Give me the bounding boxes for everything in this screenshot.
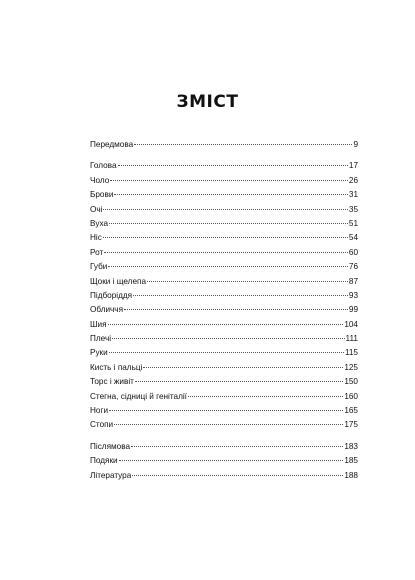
dot-leader [110, 180, 348, 181]
toc-entry-page-number: 104 [344, 319, 358, 329]
toc-entry-page-number: 31 [348, 190, 358, 200]
toc-entry[interactable] [90, 361, 358, 375]
dot-leader [114, 424, 343, 425]
toc-entry-label: Стопи [90, 420, 114, 430]
dot-leader [135, 381, 343, 382]
dot-leader [188, 396, 343, 397]
dot-leader [112, 338, 345, 339]
toc-entry[interactable] [90, 404, 358, 418]
dot-leader [133, 295, 348, 296]
toc-entry[interactable] [90, 260, 358, 274]
toc-entry-page-number: 54 [348, 233, 358, 243]
toc-entry[interactable] [90, 318, 358, 332]
toc-entry-label: Плечі [90, 334, 112, 344]
toc-entry-page-number: 165 [344, 406, 358, 416]
toc-entry-label: Стегна, сідниці й геніталії [90, 391, 187, 401]
toc-entry[interactable] [90, 203, 358, 217]
toc-entry-page-number: 175 [344, 420, 358, 430]
toc-entry-label: Рот [90, 247, 104, 257]
toc-entry-label: Підборіддя [90, 290, 133, 300]
toc-entry-page-number: 87 [348, 276, 358, 286]
toc-entry-label: Обличчя [90, 305, 124, 315]
toc-entry[interactable] [90, 188, 358, 202]
toc-entry[interactable] [90, 138, 358, 152]
dot-leader [132, 475, 343, 476]
toc-entry-label: Передмова [90, 140, 134, 149]
toc-entry-page-number: 76 [348, 262, 358, 272]
dot-leader [103, 237, 348, 238]
toc-entry-page-number: 185 [344, 456, 358, 466]
toc-entry[interactable] [90, 469, 358, 483]
toc-entry-label: Брови [90, 190, 114, 200]
toc-entry-page-number: 60 [348, 247, 358, 257]
dot-leader [103, 209, 347, 210]
toc-entry-page-number: 17 [348, 161, 358, 171]
toc-entry[interactable] [90, 440, 358, 454]
toc-entry-label: Торс і живіт [90, 377, 134, 387]
dot-leader [134, 144, 352, 145]
toc-entry[interactable] [90, 174, 358, 188]
toc-entry[interactable] [90, 231, 358, 245]
toc-entry-label: Чоло [90, 175, 110, 185]
toc-entry-page-number: 183 [344, 441, 358, 451]
toc-entry-label: Подяки [90, 456, 118, 466]
toc-entry[interactable] [90, 303, 358, 317]
dot-leader [109, 352, 344, 353]
toc-entry-page-number: 160 [344, 391, 358, 401]
toc-entry[interactable] [90, 390, 358, 404]
dot-leader [108, 324, 344, 325]
toc-entry-page-number: 111 [345, 334, 358, 344]
dot-leader [109, 410, 343, 411]
dot-leader [118, 165, 348, 166]
toc-entry-page-number: 99 [348, 305, 358, 315]
page-title: ЗМІСТ [176, 92, 239, 112]
toc-entry[interactable] [90, 275, 358, 289]
toc-entry-label: Вуха [90, 218, 109, 228]
toc-entry-page-number: 188 [344, 470, 358, 480]
toc-entry-page-number: 26 [348, 175, 358, 185]
toc-entry-label: Література [90, 470, 132, 480]
toc-entry[interactable] [90, 289, 358, 303]
table-of-contents [90, 138, 358, 483]
dot-leader [114, 194, 347, 195]
toc-entry-page-number: 115 [344, 348, 358, 358]
toc-entry[interactable] [90, 246, 358, 260]
toc-entry-page-number: 93 [348, 290, 358, 300]
toc-entry[interactable] [90, 454, 358, 468]
toc-entry[interactable] [90, 332, 358, 346]
dot-leader [131, 446, 343, 447]
toc-entry-page-number: 125 [344, 362, 358, 372]
toc-entry-page-number: 35 [348, 204, 358, 214]
toc-entry-label: Губи [90, 262, 108, 272]
dot-leader [147, 281, 348, 282]
toc-entry-label: Кисть і пальці [90, 362, 143, 372]
toc-entry[interactable] [90, 217, 358, 231]
toc-entry-label: Післямова [90, 441, 131, 451]
toc-entry-page-number: 9 [353, 140, 358, 149]
toc-entry-label: Шия [90, 319, 107, 329]
toc-entry-label: Ніс [90, 233, 102, 243]
toc-entry-page-number: 51 [348, 218, 358, 228]
dot-leader [143, 367, 343, 368]
dot-leader [119, 460, 344, 461]
toc-entry[interactable] [90, 159, 358, 173]
toc-entry-label: Руки [90, 348, 108, 358]
toc-entry[interactable] [90, 375, 358, 389]
toc-entry-page-number: 150 [344, 377, 358, 387]
toc-entry-label: Ноги [90, 406, 109, 416]
toc-entry-label: Голова [90, 161, 117, 171]
toc-entry-label: Щоки і щелепа [90, 276, 146, 286]
toc-entry-label: Очі [90, 204, 103, 214]
toc-entry[interactable] [90, 346, 358, 360]
dot-leader [124, 309, 348, 310]
dot-leader [109, 223, 348, 224]
toc-entry[interactable] [90, 418, 358, 432]
dot-leader [108, 266, 348, 267]
dot-leader [104, 252, 348, 253]
